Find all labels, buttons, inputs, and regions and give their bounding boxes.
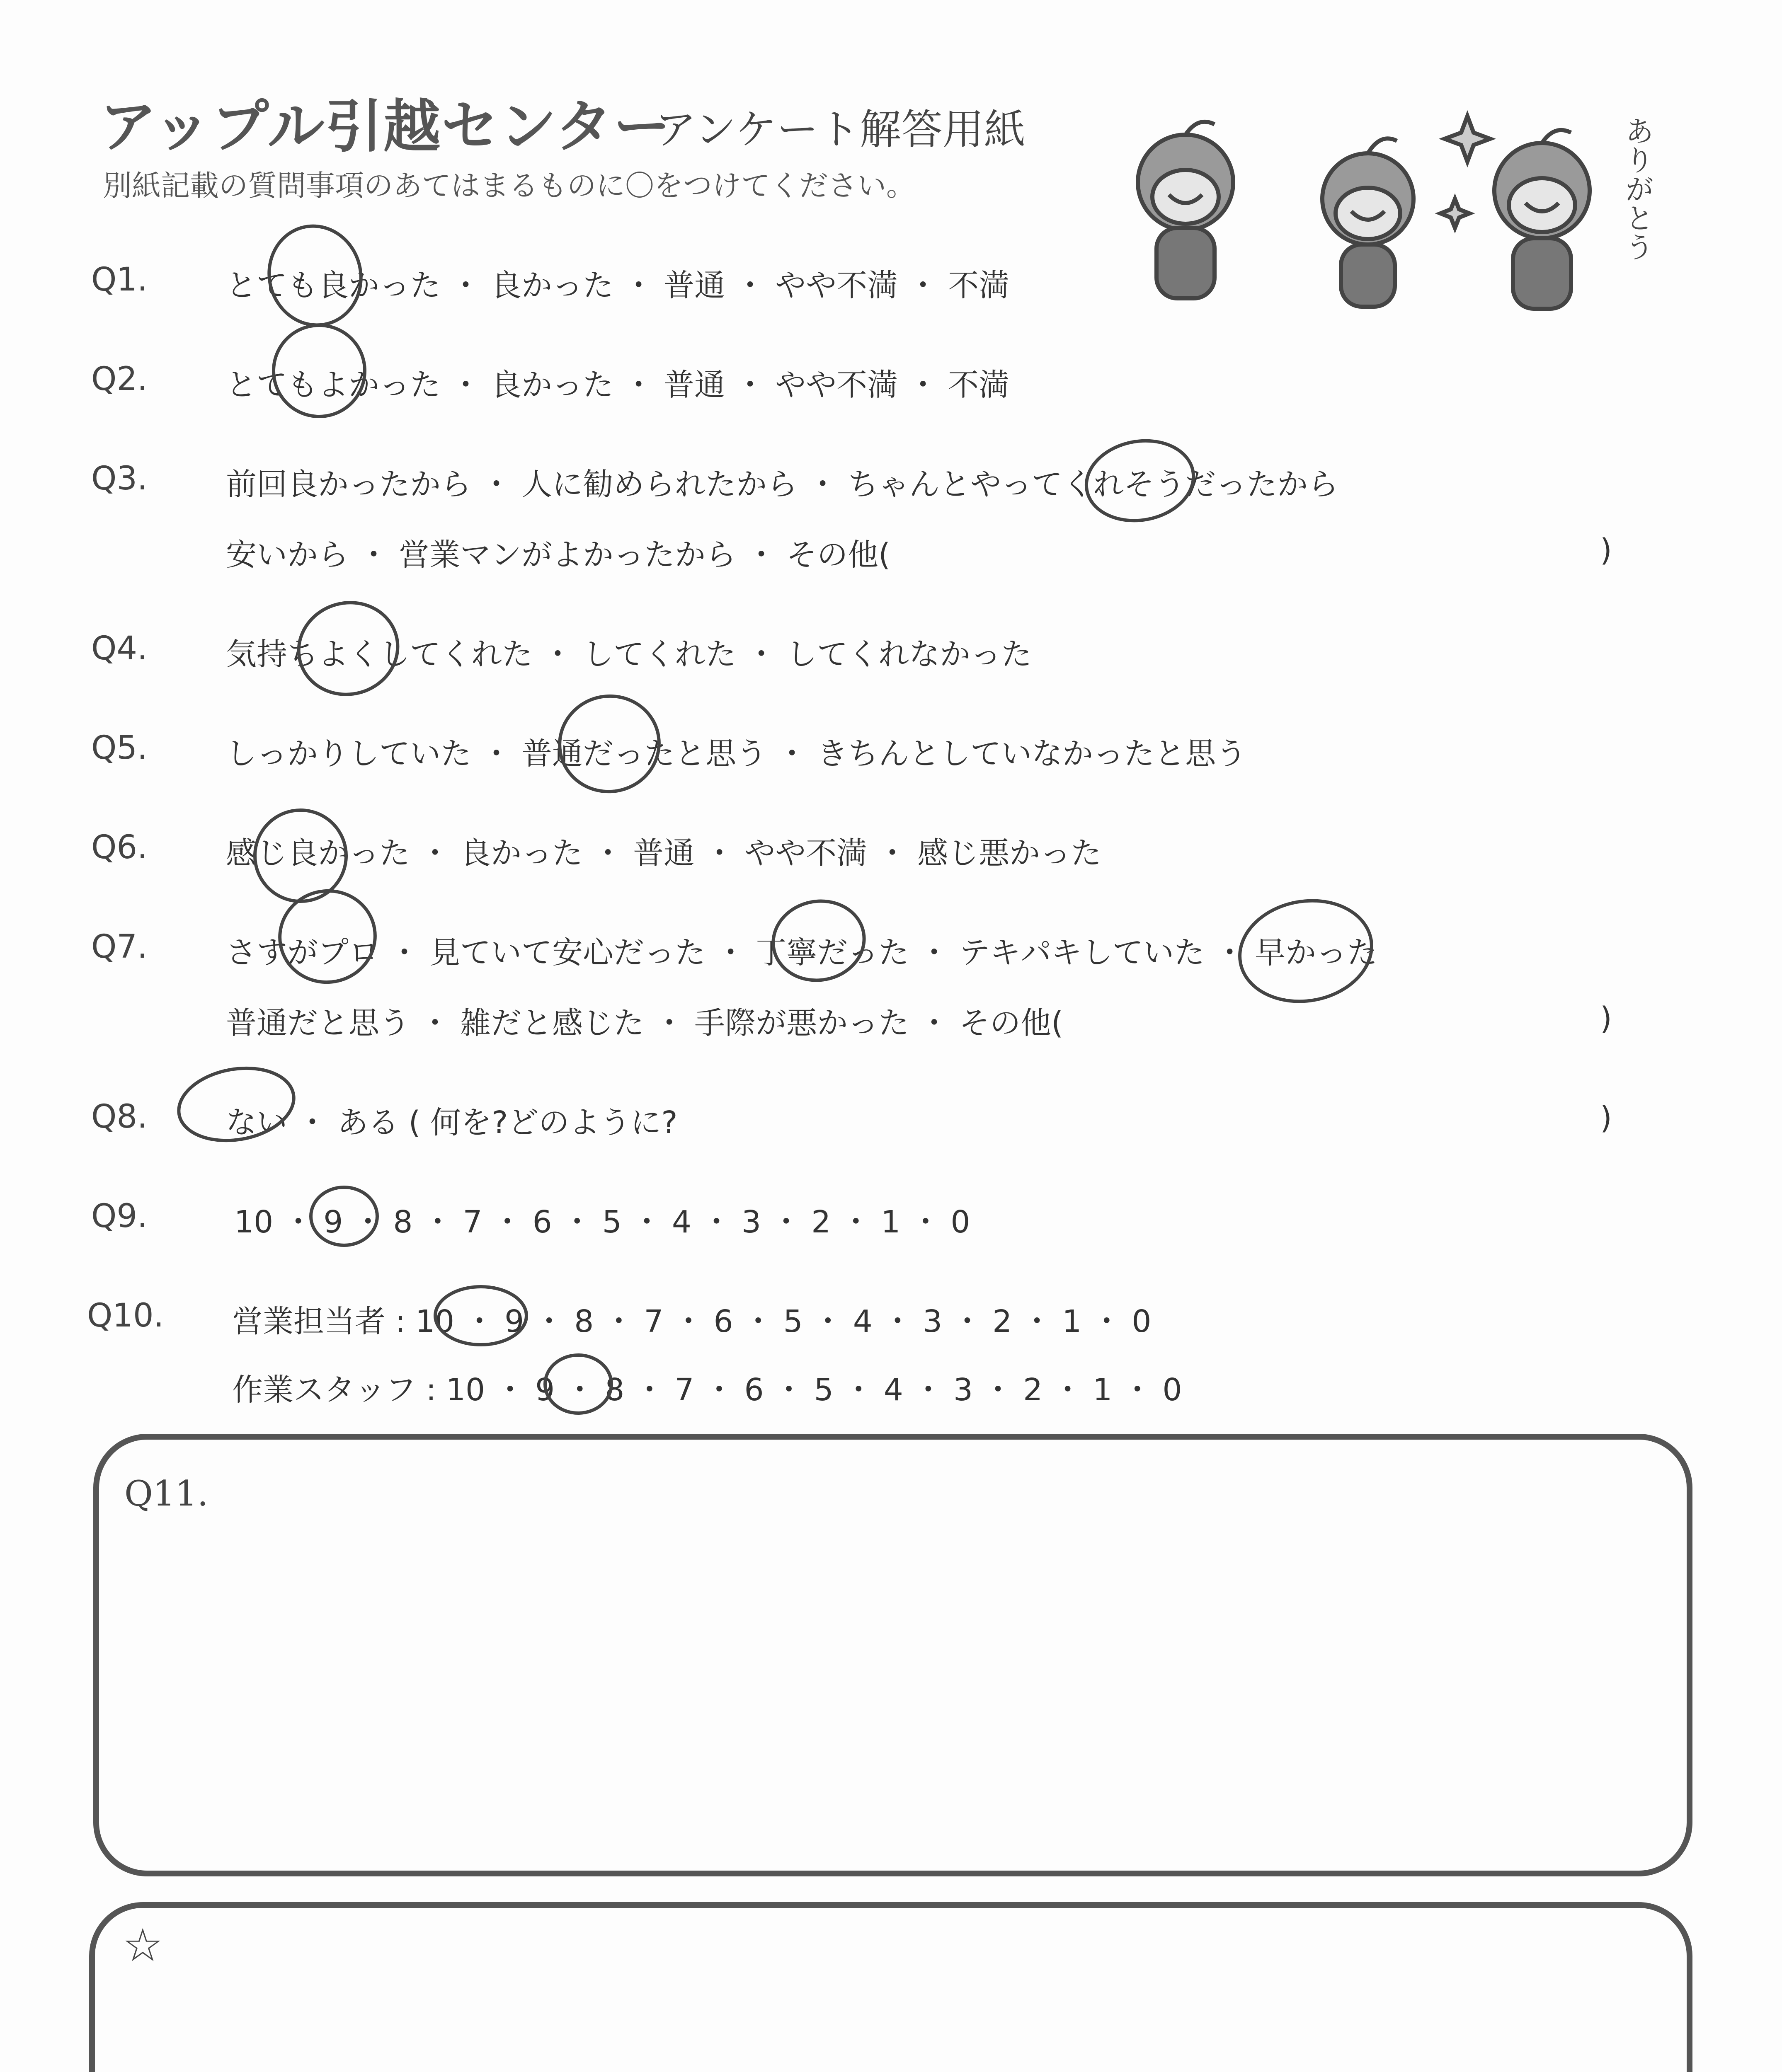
q7-close-paren: )	[1600, 1001, 1612, 1036]
q4-label: Q4.	[91, 630, 148, 667]
q6-options[interactable]: 感じ良かった ・ 良かった ・ 普通 ・ やや不満 ・ 感じ悪かった	[226, 835, 1102, 871]
q11-label: Q11.	[124, 1473, 209, 1514]
q4-options[interactable]: 気持ちよくしてくれた ・ してくれた ・ してくれなかった	[226, 637, 1032, 672]
q5-answer-circle	[552, 688, 667, 799]
instruction-text: 別紙記載の質問事項のあてはまるものに〇をつけてください。	[103, 169, 915, 203]
q10-sales-scale[interactable]: 営業担当者 : 10 ・ 9 ・ 8 ・ 7 ・ 6 ・ 5 ・ 4 ・ 3 ・ 2 ・ 1 ・ 0	[232, 1304, 1152, 1339]
q2-options[interactable]: とてもよかった ・ 良かった ・ 普通 ・ やや不満 ・ 不満	[226, 367, 1010, 403]
q10-staff-scale[interactable]: 作業スタッフ : 10 ・ 9 ・ 8 ・ 7 ・ 6 ・ 5 ・ 4 ・ 3 ・ 2 ・ 1 ・ 0	[232, 1372, 1182, 1408]
q1-options[interactable]: とても良かった ・ 良かった ・ 普通 ・ やや不満 ・ 不満	[226, 268, 1010, 303]
q9-answer-circle	[311, 1187, 377, 1245]
q1-label: Q1.	[91, 261, 148, 298]
q10-staff-answer-circle	[545, 1355, 611, 1413]
q8-close-paren: )	[1600, 1100, 1612, 1136]
q9-label: Q9.	[91, 1198, 148, 1235]
q4-answer-circle	[289, 592, 408, 706]
company-title: アップル引越センター	[99, 93, 672, 160]
q3-options-line2[interactable]: 安いから ・ 営業マンがよかったから ・ その他(	[226, 537, 890, 573]
star-label: ☆	[122, 1919, 163, 1972]
q5-options[interactable]: しっかりしていた ・ 普通だったと思う ・ きちんとしていなかったと思う	[226, 736, 1247, 772]
mascot-caption: ありがとう	[1620, 116, 1654, 261]
q3-answer-circle	[1080, 433, 1200, 529]
q9-scale[interactable]: 10 ・ 9 ・ 8 ・ 7 ・ 6 ・ 5 ・ 4 ・ 3 ・ 2 ・ 1 ・ 0	[234, 1204, 970, 1240]
q7-label: Q7.	[91, 928, 148, 966]
q2-answer-circle	[263, 315, 375, 426]
q8-label: Q8.	[91, 1098, 148, 1135]
q8-answer-circle	[173, 1060, 299, 1149]
q7-answer-circle-3	[1232, 891, 1380, 1012]
q2-label: Q2.	[91, 361, 148, 398]
q3-close-paren: )	[1600, 533, 1612, 568]
q5-label: Q5.	[91, 729, 148, 767]
q7-answer-circle-2	[767, 894, 870, 987]
q7-options-line1[interactable]: さすがプロ ・ 見ていて安心だった ・ 丁寧だった ・ テキパキしていた ・ 早かった	[226, 935, 1378, 971]
q10-sales-answer-circle	[435, 1287, 526, 1345]
q7-options-line2[interactable]: 普通だと思う ・ 雑だと感じた ・ 手際が悪かった ・ その他(	[226, 1005, 1064, 1041]
q3-options-line1[interactable]: 前回良かったから ・ 人に勧められたから ・ ちゃんとやってくれそうだったから	[226, 467, 1339, 502]
q1-answer-circle	[258, 216, 372, 336]
q10-label: Q10.	[87, 1297, 164, 1334]
q6-label: Q6.	[91, 829, 148, 866]
q3-label: Q3.	[91, 460, 148, 497]
form-title: アンケート解答用紙	[655, 105, 1026, 154]
q8-options[interactable]: ない ・ ある ( 何を?どのように?	[226, 1105, 678, 1140]
